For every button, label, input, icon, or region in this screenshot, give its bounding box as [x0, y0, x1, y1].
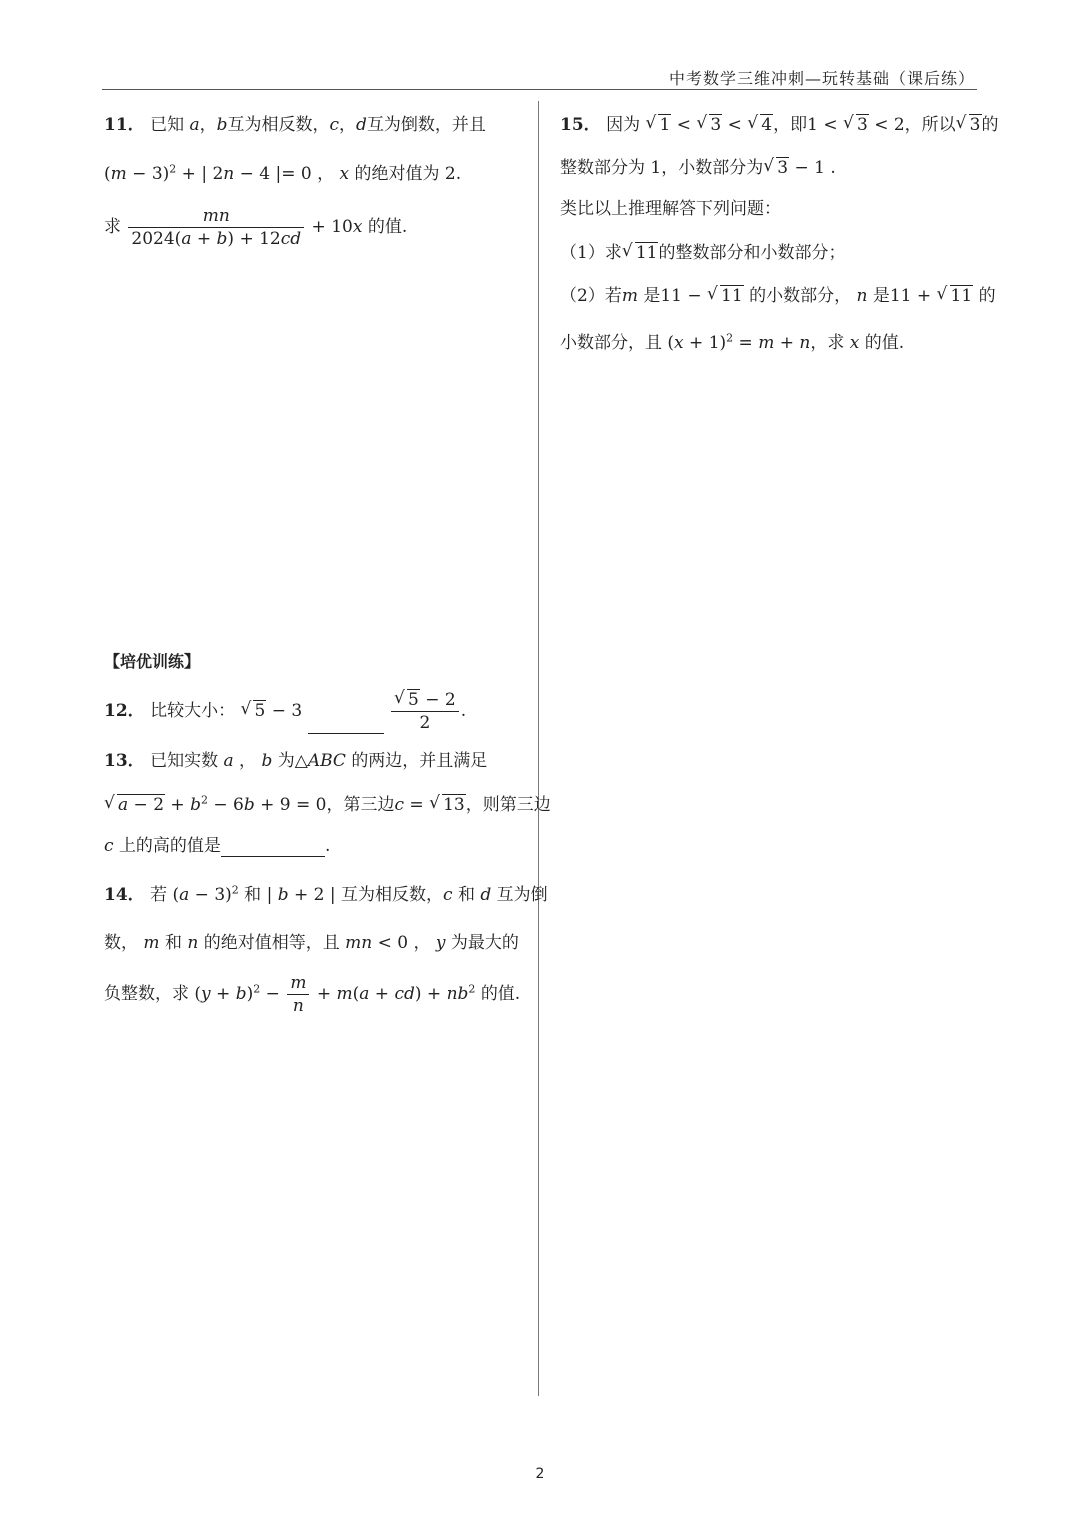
q11-line-2: $(m - 3)^2$ + | 2n − 4 |= 0 ， x 的绝对值为 2. — [104, 162, 462, 184]
q14-fraction: $\frac{m}{n}$ — [287, 972, 309, 1017]
page-number: 2 — [535, 1466, 545, 1482]
q15-part-2: （2）若m 是11 − √ 11 的小数部分， n 是11 + √ 11 的 — [560, 284, 996, 306]
q14-number: 14 — [104, 885, 128, 905]
q12-number: 12 — [104, 701, 128, 721]
q15-line-3: 类比以上推理解答下列问题： — [560, 199, 781, 219]
q12-line-1: 12． 比较大小： √ 5 − 3 √ 5 − 2 2 . — [104, 688, 467, 733]
section-label: 【培优训练】 — [104, 652, 201, 671]
header-rule — [102, 89, 977, 90]
q11-line-3: 求 $\frac{mn}{2024(a + b) + 12cd}$ + 10x 的值. — [104, 206, 408, 249]
q11-fraction: $\frac{mn}{2024(a + b) + 12cd}$ — [128, 205, 304, 250]
q14-line-1: 14． 若 $(a - 3)^2$ 和 | b + 2 | 互为相反数，c 和 d 互为倒 — [104, 883, 548, 905]
q12-answer-blank[interactable] — [308, 715, 384, 734]
q12-fraction: √ 5 − 2 2 — [391, 689, 459, 734]
q15-line-1: 15． 因为 √ 1 < √ 3 < √ 4，即1 < √ 3 < 2，所以 √ 3的 — [560, 113, 999, 135]
q14-line-2: 数， m 和 n 的绝对值相等，且 mn < 0 ， y 为最大的 — [104, 933, 519, 953]
q11-line-1: 11． 已知 a，b互为相反数，c，d互为倒数，并且 — [104, 115, 486, 135]
q14-line-3: 负整数，求 $(y + b)^2$ − $\frac{m}{n}$ + $m(a + cd) + nb^2$ 的值. — [104, 973, 521, 1016]
q13-line-3: c 上的高的值是 . — [104, 836, 331, 856]
column-divider — [538, 101, 539, 1396]
q13-line-2: √ $a - 2 + b^2 - 6b + 9 = 0$，第三边c = √ 13，则第三边 — [104, 793, 551, 815]
q15-line-2: 整数部分为 1，小数部分为 √ 3 − 1 . — [560, 156, 836, 178]
header-title: 中考数学三维冲刺—玩转基础（课后练） — [668, 69, 975, 88]
q13-number: 13 — [104, 751, 128, 771]
q15-number: 15 — [560, 115, 584, 135]
q13-answer-blank[interactable] — [221, 838, 325, 857]
q15-part-1: （1）求 √ 11的整数部分和小数部分； — [560, 241, 846, 263]
q13-line-1: 13． 已知实数 a ， b 为△ABC 的两边，并且满足 — [104, 751, 488, 771]
q11-number: 11 — [104, 115, 128, 135]
q15-part-2-cont: 小数部分，且 $(x + 1)^2 = m + n$，求 x 的值. — [560, 331, 905, 353]
